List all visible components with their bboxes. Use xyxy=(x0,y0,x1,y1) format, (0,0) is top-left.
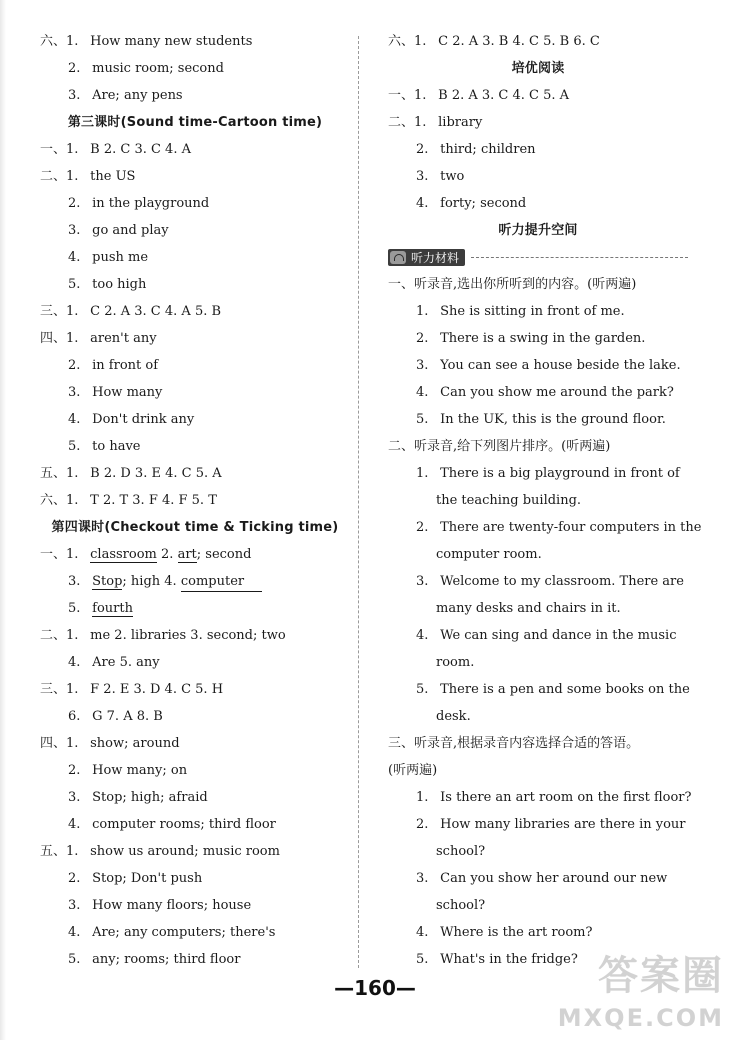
answer-text: ; second xyxy=(196,547,252,562)
item-number: 4. xyxy=(68,412,81,427)
answer-text: too high xyxy=(92,277,147,292)
item-number: 2. xyxy=(68,61,81,76)
item-number: 6. xyxy=(68,709,81,724)
answer-text: me 2. libraries 3. second; two xyxy=(90,628,286,643)
answer-line xyxy=(388,865,688,892)
answer-line xyxy=(388,325,688,352)
answer-text: How many floors; house xyxy=(92,898,252,913)
underlined-answer: classroom xyxy=(90,547,157,562)
question-number: 四、1. xyxy=(40,736,79,751)
answer-line xyxy=(40,703,350,730)
question-number: 六、1. xyxy=(40,493,79,508)
section-title: 听力提升空间 xyxy=(498,223,578,238)
item-number: 3. xyxy=(68,88,81,103)
item-number: 3. xyxy=(416,574,429,589)
question-heading-continued: (听两遍) xyxy=(388,763,438,778)
underlined-answer: fourth xyxy=(92,601,133,616)
dotted-rule xyxy=(471,257,688,258)
item-number: 4. xyxy=(68,925,81,940)
answer-line-continued: many desks and chairs in it. xyxy=(436,601,621,616)
answer-line-continued: school? xyxy=(436,844,486,859)
answer-line xyxy=(40,352,350,379)
answer-line xyxy=(388,676,688,703)
answer-line-continued: room. xyxy=(436,655,475,670)
answer-line xyxy=(40,298,350,325)
item-number: 5. xyxy=(416,682,429,697)
item-number: 2. xyxy=(416,817,429,832)
question-heading: 一、听录音,选出你所听到的内容。(听两遍) xyxy=(388,277,637,292)
section-title: 第四课时(Checkout time & Ticking time) xyxy=(51,520,339,535)
item-number: 2. xyxy=(416,331,429,346)
answer-text: C 2. A 3. B 4. C 5. B 6. C xyxy=(438,34,600,49)
item-number: 5. xyxy=(416,412,429,427)
question-number: 一、1. xyxy=(388,88,427,103)
item-number: 4. xyxy=(416,925,429,940)
answer-line xyxy=(388,190,688,217)
answer-line xyxy=(40,163,350,190)
item-number: 3. xyxy=(416,358,429,373)
answer-line xyxy=(388,28,688,55)
answer-text: There is a swing in the garden. xyxy=(440,331,646,346)
item-number: 3. xyxy=(68,790,81,805)
answer-line xyxy=(388,460,688,487)
question-number: 四、1. xyxy=(40,331,79,346)
question-number: 三、1. xyxy=(40,304,79,319)
item-number: 4. xyxy=(68,817,81,832)
answer-text: third; children xyxy=(440,142,536,157)
answer-text: ; high 4. xyxy=(122,574,177,589)
answer-line xyxy=(40,190,350,217)
question-number: 二、1. xyxy=(388,115,427,130)
answer-text: show us around; music room xyxy=(90,844,280,859)
section-title: 培优阅读 xyxy=(511,61,565,76)
answer-line xyxy=(40,784,350,811)
answer-line xyxy=(40,217,350,244)
answer-line xyxy=(388,406,688,433)
section-title: 第三课时(Sound time-Cartoon time) xyxy=(67,115,323,130)
right-column xyxy=(388,28,702,973)
answer-line xyxy=(40,865,350,892)
answer-text: aren't any xyxy=(90,331,157,346)
answer-text: push me xyxy=(92,250,149,265)
page-edge-shadow xyxy=(0,0,6,1040)
answer-text: G 7. A 8. B xyxy=(92,709,163,724)
listening-material-badge xyxy=(388,249,465,266)
question-number: 二、1. xyxy=(40,628,79,643)
answer-line xyxy=(40,379,350,406)
answer-text: any; rooms; third floor xyxy=(92,952,241,967)
item-number: 2. xyxy=(416,520,429,535)
answer-text: Are; any pens xyxy=(92,88,183,103)
listening-material-header xyxy=(388,244,688,271)
badge-label: 听力材料 xyxy=(411,251,460,265)
answer-line xyxy=(40,919,350,946)
answer-line xyxy=(388,784,692,811)
answer-text: T 2. T 3. F 4. F 5. T xyxy=(90,493,217,508)
question-number: 五、1. xyxy=(40,466,79,481)
item-number: 3. xyxy=(68,385,81,400)
item-number: 5. xyxy=(68,952,81,967)
answer-line xyxy=(40,55,350,82)
question-heading: 三、听录音,根据录音内容选择合适的答语。 xyxy=(388,736,640,751)
underlined-answer: Stop xyxy=(92,574,123,589)
answer-text: She is sitting in front of me. xyxy=(440,304,625,319)
answer-text: Can you show her around our new xyxy=(440,871,668,886)
item-number: 2. xyxy=(68,763,81,778)
answer-line xyxy=(388,379,688,406)
answer-line xyxy=(40,892,350,919)
answer-text: computer rooms; third floor xyxy=(92,817,276,832)
item-number: 3. xyxy=(68,223,81,238)
answer-text: in front of xyxy=(92,358,159,373)
answer-line xyxy=(40,649,350,676)
item-number: 1. xyxy=(416,466,429,481)
answer-line xyxy=(388,919,688,946)
answer-text: Stop; Don't push xyxy=(92,871,203,886)
answer-line xyxy=(40,622,350,649)
answer-line-continued: computer room. xyxy=(436,547,542,562)
question-number: 三、1. xyxy=(40,682,79,697)
answer-line xyxy=(388,298,688,325)
answer-text: two xyxy=(440,169,465,184)
answer-line xyxy=(40,946,350,973)
answer-line xyxy=(388,109,688,136)
answer-text: Is there an art room on the first floor? xyxy=(440,790,692,805)
question-number: 五、1. xyxy=(40,844,79,859)
item-number: 5. xyxy=(68,277,81,292)
item-number: 2. xyxy=(68,196,81,211)
answer-line xyxy=(40,271,350,298)
answer-line xyxy=(40,676,350,703)
answer-text: show; around xyxy=(90,736,180,751)
answer-line xyxy=(388,811,688,838)
answer-line xyxy=(388,82,688,109)
answer-text: There is a big playground in front of xyxy=(440,466,680,481)
answer-text: How many libraries are there in your xyxy=(440,817,686,832)
answer-line xyxy=(388,514,702,541)
answer-line xyxy=(40,730,350,757)
item-number: 2. xyxy=(68,358,81,373)
answer-text: F 2. E 3. D 4. C 5. H xyxy=(90,682,224,697)
answer-line xyxy=(40,568,350,595)
answer-line-continued: school? xyxy=(436,898,486,913)
answer-text: How many xyxy=(92,385,163,400)
item-number: 4. xyxy=(416,385,429,400)
item-number: 2. xyxy=(68,871,81,886)
answer-line xyxy=(40,244,350,271)
answer-line-continued: desk. xyxy=(436,709,471,724)
answer-text: What's in the fridge? xyxy=(440,952,578,967)
left-column xyxy=(40,28,350,973)
answer-line xyxy=(40,595,350,622)
answer-line xyxy=(40,406,350,433)
answer-line xyxy=(40,433,350,460)
answer-text: the US xyxy=(90,169,136,184)
answer-text: Welcome to my classroom. There are xyxy=(440,574,684,589)
answer-text: Are 5. any xyxy=(92,655,160,670)
underlined-answer: art xyxy=(177,547,197,562)
answer-text: We can sing and dance in the music xyxy=(440,628,677,643)
question-heading: 二、听录音,给下列图片排序。(听两遍) xyxy=(388,439,611,454)
item-number: 3. xyxy=(68,898,81,913)
headphones-icon xyxy=(390,251,406,264)
answer-line xyxy=(40,82,350,109)
item-number: 5. xyxy=(416,952,429,967)
answer-text: Don't drink any xyxy=(92,412,195,427)
question-number: 六、1. xyxy=(40,34,79,49)
answer-line xyxy=(40,811,350,838)
answer-text: Where is the art room? xyxy=(440,925,593,940)
question-number: 一、1. xyxy=(40,547,79,562)
item-number: 3. xyxy=(68,574,81,589)
answer-text: C 2. A 3. C 4. A 5. B xyxy=(90,304,222,319)
answer-line xyxy=(388,163,688,190)
answer-line xyxy=(388,622,688,649)
answer-text: Stop; high; afraid xyxy=(92,790,208,805)
answer-line xyxy=(388,568,688,595)
answer-line xyxy=(40,460,350,487)
answer-line xyxy=(388,136,688,163)
item-number: 4. xyxy=(416,628,429,643)
item-number: 5. xyxy=(68,439,81,454)
underlined-answer: computer xyxy=(181,573,262,592)
answer-text: forty; second xyxy=(440,196,527,211)
item-number: 2. xyxy=(416,142,429,157)
answer-text: Are; any computers; there's xyxy=(92,925,276,940)
item-number: 4. xyxy=(416,196,429,211)
watermark-logo xyxy=(532,944,732,1032)
answer-line xyxy=(40,28,350,55)
answer-line xyxy=(40,757,350,784)
answer-text: You can see a house beside the lake. xyxy=(440,358,681,373)
watermark-bottom-text: MXQE.COM xyxy=(557,1004,724,1032)
answer-text: to have xyxy=(92,439,141,454)
answer-text: B 2. C 3. C 4. A xyxy=(90,142,191,157)
answer-text: There is a pen and some books on the xyxy=(440,682,690,697)
answer-line xyxy=(40,541,350,568)
answer-line xyxy=(40,325,350,352)
answer-text: Can you show me around the park? xyxy=(440,385,674,400)
column-divider xyxy=(358,36,359,968)
item-number: 1. xyxy=(416,790,429,805)
question-number: 六、1. xyxy=(388,34,427,49)
item-number: 3. xyxy=(416,169,429,184)
answer-line xyxy=(40,838,350,865)
answer-line xyxy=(40,136,350,163)
page-number: —160— xyxy=(334,976,416,1000)
answer-text: in the playground xyxy=(92,196,210,211)
answer-text: go and play xyxy=(92,223,169,238)
item-number: 2. xyxy=(161,547,174,562)
item-number: 1. xyxy=(416,304,429,319)
answer-text: There are twenty-four computers in the xyxy=(440,520,702,535)
question-number: 一、1. xyxy=(40,142,79,157)
watermark-top-text: 答案圈 xyxy=(598,953,724,999)
answer-text: How many; on xyxy=(92,763,188,778)
item-number: 3. xyxy=(416,871,429,886)
answer-line xyxy=(388,352,688,379)
question-number: 二、1. xyxy=(40,169,79,184)
answer-line-continued: the teaching building. xyxy=(436,493,582,508)
answer-line xyxy=(40,487,350,514)
item-number: 5. xyxy=(68,601,81,616)
item-number: 4. xyxy=(68,655,81,670)
answer-text: How many new students xyxy=(90,34,253,49)
answer-text: music room; second xyxy=(92,61,224,76)
answer-text: B 2. A 3. C 4. C 5. A xyxy=(438,88,570,103)
item-number: 4. xyxy=(68,250,81,265)
answer-text: library xyxy=(438,115,483,130)
answer-text: B 2. D 3. E 4. C 5. A xyxy=(90,466,222,481)
answer-text: In the UK, this is the ground floor. xyxy=(440,412,666,427)
